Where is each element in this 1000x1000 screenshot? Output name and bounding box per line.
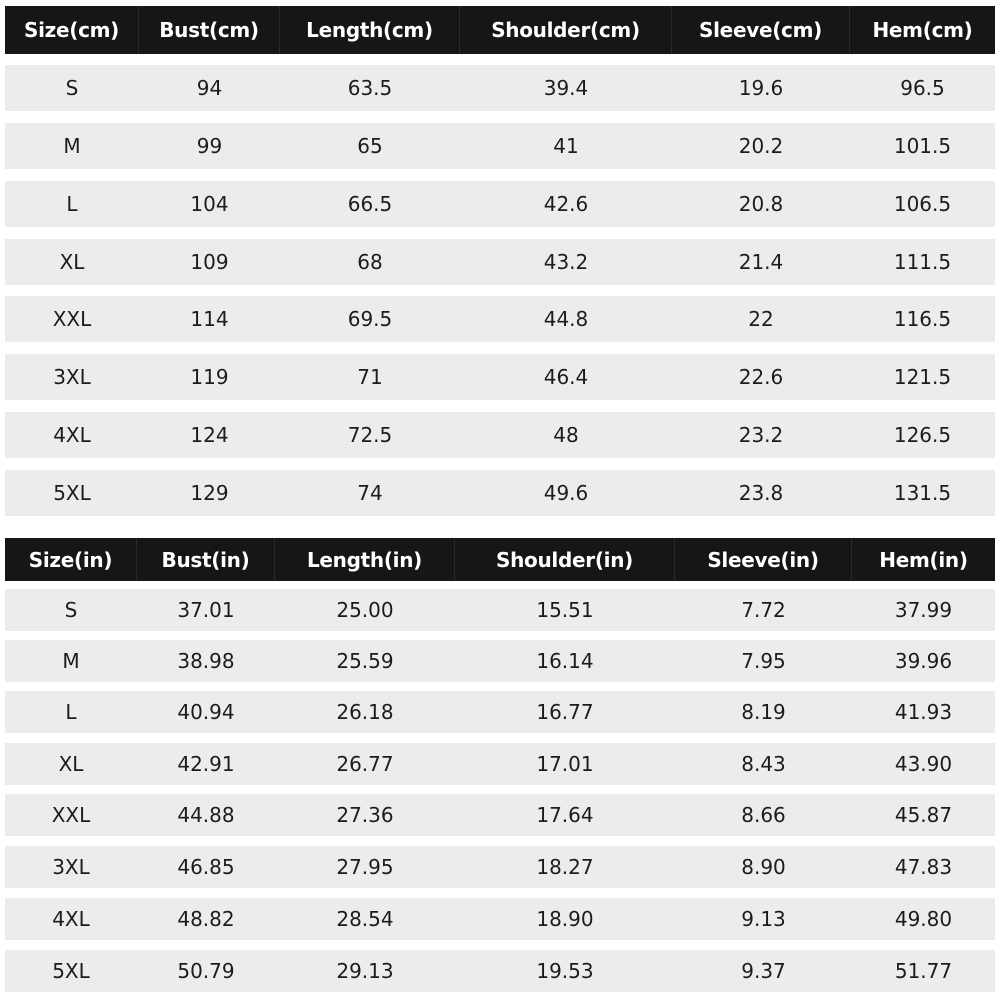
cell-hem: 101.5 xyxy=(893,134,952,158)
table-row xyxy=(5,898,995,940)
cell-hem: 121.5 xyxy=(893,365,952,389)
cell-shoulder: 15.51 xyxy=(536,598,594,622)
cell-shoulder: 48 xyxy=(553,423,579,447)
cell-hem: 45.87 xyxy=(894,803,953,827)
cell-bust: 94 xyxy=(196,76,223,100)
cell-bust: 38.98 xyxy=(177,649,235,673)
cell-hem: 51.77 xyxy=(894,959,953,983)
header-hem: Hem(cm) xyxy=(872,18,973,42)
cell-hem: 39.96 xyxy=(894,649,953,673)
cell-sleeve: 20.2 xyxy=(738,134,784,158)
cell-size: M xyxy=(62,649,80,673)
table-row xyxy=(5,794,995,836)
cell-size: S xyxy=(65,76,79,100)
cell-size: 5XL xyxy=(53,481,91,505)
cell-shoulder: 16.14 xyxy=(536,649,594,673)
cell-bust: 119 xyxy=(190,365,229,389)
cell-size: 5XL xyxy=(52,959,90,983)
cell-size: XL xyxy=(59,250,85,274)
cell-sleeve: 9.37 xyxy=(741,959,786,983)
cell-length: 25.00 xyxy=(336,598,394,622)
cell-shoulder: 17.01 xyxy=(536,752,594,776)
cell-sleeve: 9.13 xyxy=(741,907,786,931)
cell-hem: 111.5 xyxy=(893,250,952,274)
table-row xyxy=(5,846,995,888)
cell-bust: 37.01 xyxy=(177,598,235,622)
cell-shoulder: 42.6 xyxy=(543,192,589,216)
cell-length: 29.13 xyxy=(336,959,394,983)
cell-size: XXL xyxy=(52,307,92,331)
cell-length: 72.5 xyxy=(347,423,393,447)
cell-sleeve: 23.2 xyxy=(738,423,784,447)
table-row xyxy=(5,470,995,516)
cell-bust: 99 xyxy=(196,134,223,158)
cell-shoulder: 39.4 xyxy=(543,76,589,100)
table-row xyxy=(5,239,995,285)
cell-hem: 47.83 xyxy=(894,855,953,879)
cell-length: 26.18 xyxy=(336,700,394,724)
table-row xyxy=(5,640,995,682)
cell-length: 27.36 xyxy=(336,803,394,827)
table-row xyxy=(5,123,995,169)
cell-size: L xyxy=(65,700,77,724)
table-row xyxy=(5,691,995,733)
cell-size: 3XL xyxy=(52,855,90,879)
table-row xyxy=(5,412,995,458)
table-row xyxy=(5,65,995,111)
table-header-row xyxy=(5,6,995,54)
cell-shoulder: 18.27 xyxy=(536,855,594,879)
cell-length: 71 xyxy=(357,365,383,389)
cell-hem: 37.99 xyxy=(894,598,953,622)
cell-bust: 109 xyxy=(190,250,229,274)
cell-hem: 49.80 xyxy=(894,907,953,931)
cell-bust: 124 xyxy=(190,423,229,447)
cell-bust: 48.82 xyxy=(177,907,235,931)
header-bust: Bust(cm) xyxy=(139,6,280,54)
cell-sleeve: 23.8 xyxy=(738,481,784,505)
cell-bust: 104 xyxy=(190,192,229,216)
cell-hem: 106.5 xyxy=(893,192,952,216)
cell-hem: 126.5 xyxy=(893,423,952,447)
cell-size: 4XL xyxy=(53,423,91,447)
header-sleeve: Sleeve(cm) xyxy=(672,6,850,54)
header-sleeve: Sleeve(in) xyxy=(675,538,852,581)
cell-length: 27.95 xyxy=(336,855,394,879)
cell-sleeve: 7.95 xyxy=(741,649,786,673)
cell-size: L xyxy=(66,192,78,216)
cell-length: 74 xyxy=(357,481,383,505)
cell-hem: 116.5 xyxy=(893,307,952,331)
cell-shoulder: 46.4 xyxy=(543,365,589,389)
cell-bust: 129 xyxy=(190,481,229,505)
cell-bust: 114 xyxy=(190,307,229,331)
cell-sleeve: 22 xyxy=(748,307,774,331)
table-row xyxy=(5,296,995,342)
cell-shoulder: 41 xyxy=(553,134,579,158)
cell-bust: 46.85 xyxy=(177,855,235,879)
cell-hem: 41.93 xyxy=(894,700,953,724)
cell-shoulder: 16.77 xyxy=(536,700,594,724)
header-shoulder: Shoulder(in) xyxy=(455,538,675,581)
cell-shoulder: 17.64 xyxy=(536,803,594,827)
cell-bust: 42.91 xyxy=(177,752,235,776)
cell-length: 69.5 xyxy=(347,307,393,331)
header-size: Size(cm) xyxy=(5,6,139,54)
cell-length: 66.5 xyxy=(347,192,393,216)
cell-length: 65 xyxy=(357,134,383,158)
cell-length: 63.5 xyxy=(347,76,393,100)
cell-size: 3XL xyxy=(53,365,91,389)
size-chart-cm-table xyxy=(5,6,995,518)
cell-size: M xyxy=(63,134,81,158)
cell-sleeve: 8.43 xyxy=(741,752,786,776)
cell-sleeve: 22.6 xyxy=(738,365,784,389)
cell-length: 28.54 xyxy=(336,907,394,931)
cell-bust: 40.94 xyxy=(177,700,235,724)
cell-length: 26.77 xyxy=(336,752,394,776)
cell-size: XL xyxy=(58,752,84,776)
table-header-row xyxy=(5,538,995,581)
cell-length: 25.59 xyxy=(336,649,394,673)
table-row xyxy=(5,589,995,631)
cell-sleeve: 8.66 xyxy=(741,803,786,827)
cell-shoulder: 18.90 xyxy=(536,907,594,931)
table-row xyxy=(5,743,995,785)
header-hem: Hem(in) xyxy=(879,547,968,572)
cell-bust: 44.88 xyxy=(177,803,235,827)
table-row xyxy=(5,181,995,227)
cell-hem: 131.5 xyxy=(893,481,952,505)
cell-sleeve: 7.72 xyxy=(741,598,786,622)
cell-size: 4XL xyxy=(52,907,90,931)
header-bust: Bust(in) xyxy=(137,538,275,581)
cell-size: S xyxy=(64,598,78,622)
table-row xyxy=(5,950,995,992)
header-size: Size(in) xyxy=(5,538,137,581)
cell-sleeve: 8.90 xyxy=(741,855,786,879)
cell-shoulder: 44.8 xyxy=(543,307,589,331)
cell-hem: 43.90 xyxy=(894,752,953,776)
cell-sleeve: 8.19 xyxy=(741,700,786,724)
cell-bust: 50.79 xyxy=(177,959,235,983)
cell-shoulder: 43.2 xyxy=(543,250,589,274)
cell-shoulder: 49.6 xyxy=(543,481,589,505)
cell-hem: 96.5 xyxy=(900,76,945,100)
size-chart-inch-table xyxy=(5,538,995,994)
cell-sleeve: 19.6 xyxy=(738,76,784,100)
cell-sleeve: 21.4 xyxy=(738,250,784,274)
cell-shoulder: 19.53 xyxy=(536,959,594,983)
header-length: Length(in) xyxy=(275,538,455,581)
cell-size: XXL xyxy=(51,803,91,827)
header-length: Length(cm) xyxy=(280,6,460,54)
header-shoulder: Shoulder(cm) xyxy=(460,6,672,54)
cell-sleeve: 20.8 xyxy=(738,192,784,216)
table-row xyxy=(5,354,995,400)
cell-length: 68 xyxy=(357,250,383,274)
